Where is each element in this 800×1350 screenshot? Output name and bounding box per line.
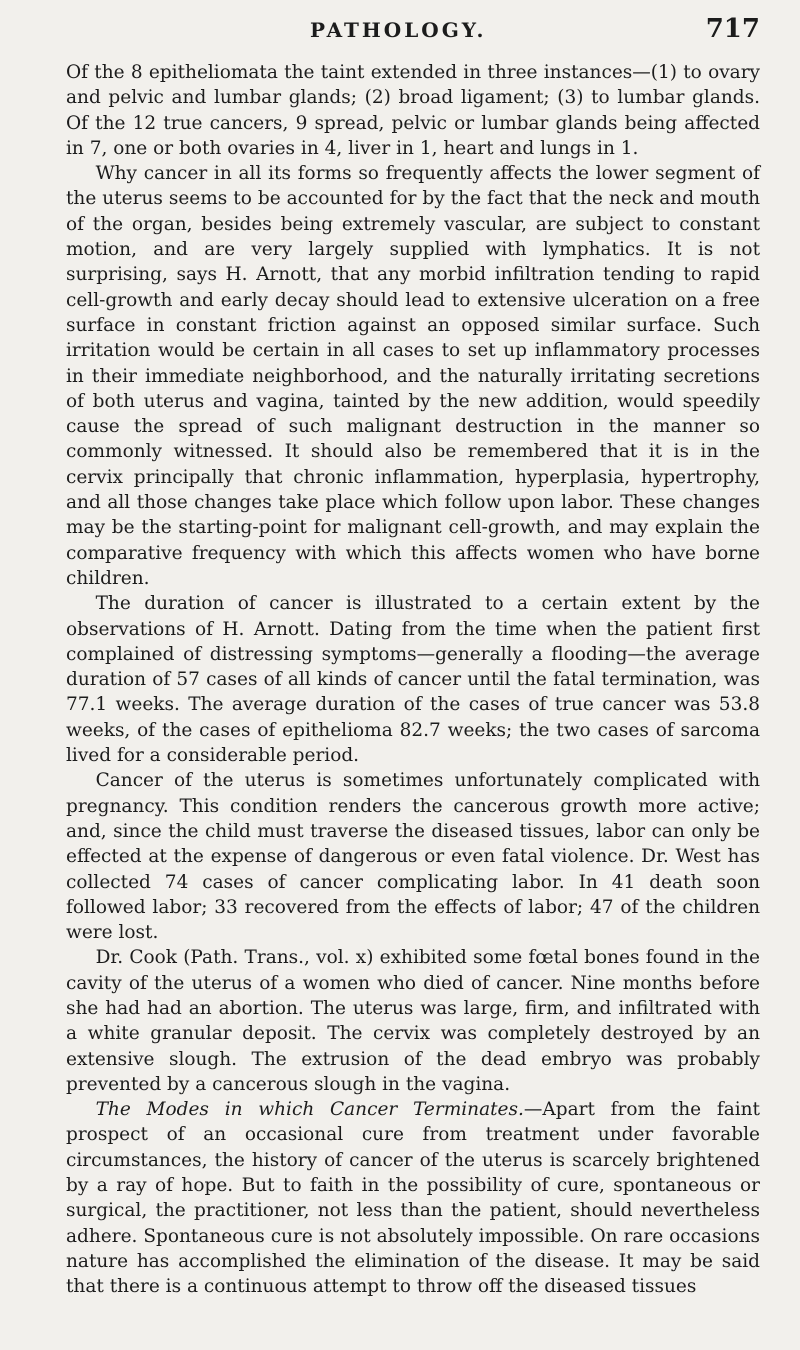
body-text [66, 60, 760, 1300]
page-number: 717 [705, 14, 760, 44]
paragraph-epitheliomata-spread: Of the 8 epitheliomata the taint extended in three instances—(1) to ovary and pelvic and lumbar glands; (2) broad ligament; (3) to lumbar glands. Of the 12 true cancers, 9 spread, pelvic or lumbar glands being affected in 7, one or both ovaries in 4, liver in 1, heart and lungs in 1. [66, 62, 760, 159]
running-head [66, 14, 760, 46]
section-heading: The Modes in which Cancer Terminates. [95, 1099, 524, 1121]
paragraph-foetal-bones: Dr. Cook (Path. Trans., vol. x) exhibited some fœtal bones found in the cavity of the uterus of a women who died of cancer. Nine months before she had had an abortion. The uterus was large, firm, and infiltrated with a white granular deposit. The cervix was completely destroyed by an extensive slough. The extrusion of the dead embryo was probably prevented by a cancerous slough in the vagina. [66, 947, 760, 1095]
paragraph-pregnancy: Cancer of the uterus is sometimes unfortunately complicated with pregnancy. This condition renders the cancerous growth more active; and, since the child must traverse the diseased tissues, labor can only be effected at the expense of dangerous or even fatal violence. Dr. West has collected 74 cases of cancer complicating labor. In 41 death soon followed labor; 33 recovered from the effects of labor; 47 of the children were lost. [66, 770, 760, 944]
paragraph-lower-segment: Why cancer in all its forms so frequently affects the lower segment of the uterus seems to be accounted for by the fact that the neck and mouth of the organ, besides being extremely vascular, are subject to constant motion, and are very largely supplied with lymphatics. It is not surprising, says H. Arnott, that any morbid infiltration tending to rapid cell-growth and early decay should lead to extensive ulceration on a free surface in constant friction against an opposed similar surface. Such irritation would be certain in all cases to set up inflammatory processes in their immediate neighborhood, and the naturally irritating secretions of both uterus and vagina, tainted by the new addition, would speedily cause the spread of such malignant destruction in the manner so commonly witnessed. It should also be remembered that it is in the cervix principally that chronic inflammation, hyperplasia, hypertrophy, and all those changes take place which follow upon labor. These changes may be the starting-point for malignant cell-growth, and may explain the comparative frequency with which this affects women who have borne children. [66, 163, 760, 589]
running-title: PATHOLOGY. [310, 18, 487, 42]
paragraph-duration: The duration of cancer is illustrated to a certain extent by the observations of H. Arnott. Dating from the time when the patient first complained of distressing symptoms—generally a flooding—the average duration of 57 cases of all kinds of cancer until the fatal termination, was 77.1 weeks. The average duration of the cases of true cancer was 53.8 weeks, of the cases of epithelioma 82.7 weeks; the two cases of sarcoma lived for a considerable period. [66, 593, 760, 767]
paragraph-modes-of-termination [66, 1097, 760, 1299]
section-text: —Apart from the faint prospect of an occasional cure from treatment under favorable circumstances, the history of cancer of the uterus is scarcely brightened by a ray of hope. But to faith in the possibility of cure, spontaneous or surgical, the practitioner, not less than the patient, should nevertheless adhere. Spontaneous cure is not absolutely impossible. On rare occasions nature has accomplished the elimination of the disease. It may be said that there is a continuous attempt to throw off the diseased tissues [66, 1099, 760, 1298]
